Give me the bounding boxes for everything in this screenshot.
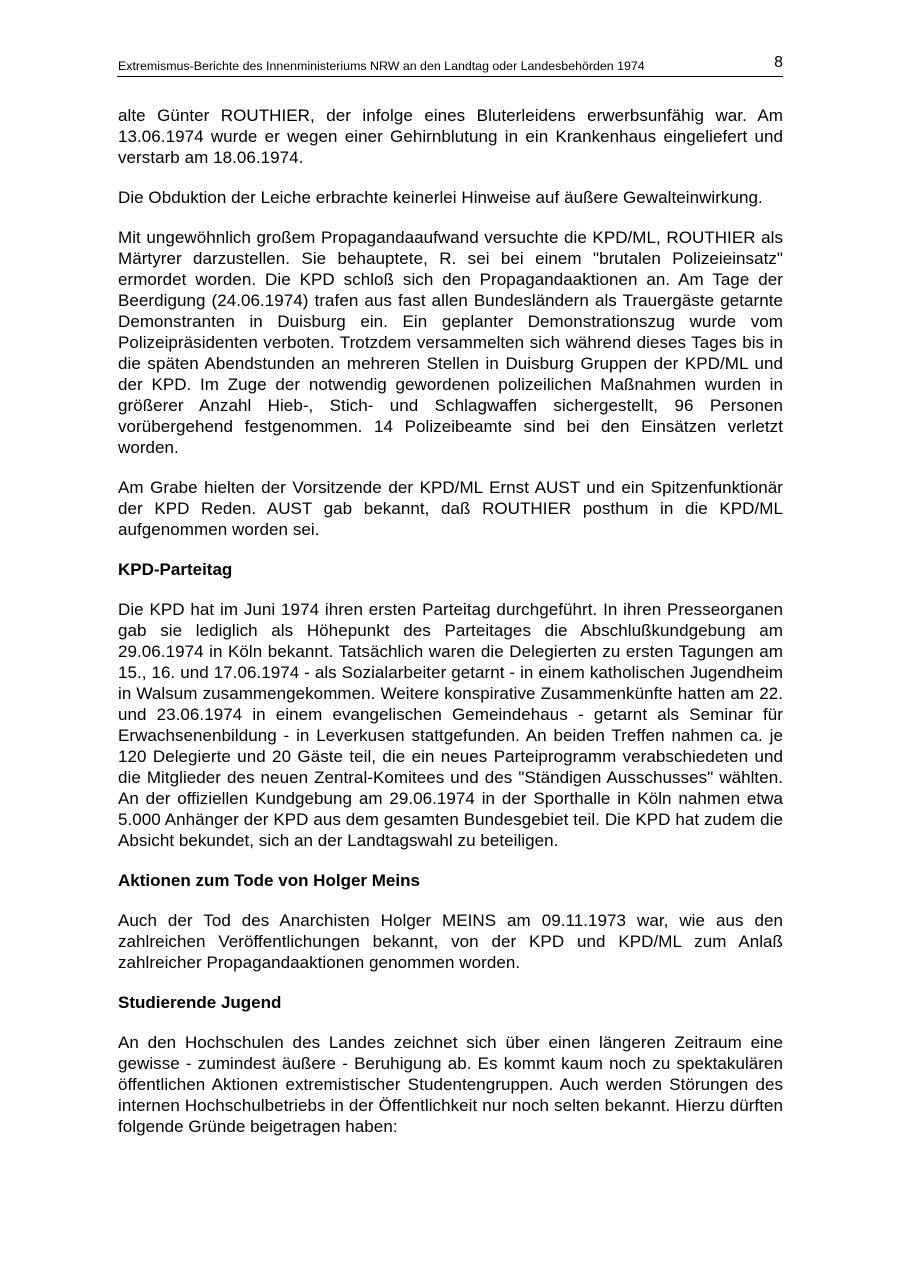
paragraph-propaganda: Mit ungewöhnlich großem Propagandaaufwand versuchte die KPD/ML, ROUTHIER als Märtyrer darzustellen. Sie behauptete, R. sei bei einem "brutalen Polizeieinsatz" ermordet worden. Die KPD schloß sich den Propagandaaktionen an. Am Tage der Beerdigung (24.06.1974) trafen aus fast allen Bundesländern als Trauergäste getarnte Demonstranten in Duisburg ein. Ein geplanter Demonstrationszug wurde vom Polizeipräsidenten verboten. Trotzdem versammelten sich während dieses Tages bis in die späten Abendstunden an mehreren Stellen in Duisburg Gruppen der KPD/ML und der KPD. Im Zuge der notwendig gewordenen polizeilichen Maßnahmen wurden in größerer Anzahl Hieb-, Stich- und Schlagwaffen sichergestellt, 96 Personen vorübergehend festgenommen. 14 Polizeibeamte sind bei den Einsätzen verletzt worden. [118,228,783,457]
heading-holger-meins: Aktionen zum Tode von Holger Meins [118,871,420,890]
paragraph-funeral-speeches: Am Grabe hielten der Vorsitzende der KPD/ML Ernst AUST und ein Spitzenfunktionär der KPD Reden. AUST gab bekannt, daß ROUTHIER posthum in die KPD/ML aufgenommen worden sei. [118,478,783,539]
page-header [117,52,783,77]
paragraph-routhier-death: alte Günter ROUTHIER, der infolge eines Bluterleidens erwerbsunfähig war. Am 13.06.1974 wurde er wegen einer Gehirnblutung in ein Krankenhaus eingeliefert und verstarb am 18.06.1974. [118,106,783,167]
paragraph-autopsy: Die Obduktion der Leiche erbrachte keinerlei Hinweise auf äußere Gewalteinwirkung. [118,188,763,207]
heading-kpd-parteitag: KPD-Parteitag [118,560,233,579]
page-number: 8 [774,54,783,71]
paragraph-holger-meins: Auch der Tod des Anarchisten Holger MEINS am 09.11.1973 war, wie aus den zahlreichen Veröffentlichungen bekannt, von der KPD und KPD/ML zum Anlaß zahlreicher Propagandaaktionen genommen worden. [118,911,783,972]
header-title: Extremismus-Berichte des Innenministeriums NRW an den Landtag oder Landesbehörden 1974 [118,59,645,73]
paragraph-parteitag: Die KPD hat im Juni 1974 ihren ersten Parteitag durchgeführt. In ihren Presseorganen gab sie lediglich als Höhepunkt des Parteitages die Abschlußkundgebung am 29.06.1974 in Köln bekannt. Tatsächlich waren die Delegierten zu ersten Tagungen am 15., 16. und 17.06.1974 - als Sozialarbeiter getarnt - in einem katholischen Jugendheim in Walsum zusammengekommen. Weitere konspirative Zusammenkünfte hatten am 22. und 23.06.1974 in einem evangelischen Gemeindehaus - getarnt als Seminar für Erwachsenenbildung - in Leverkusen stattgefunden. An beiden Treffen nahmen ca. je 120 Delegierte und 20 Gäste teil, die ein neues Parteiprogramm verabschiedeten und die Mitglieder des neuen Zentral-Komitees und des "Ständigen Ausschusses" wählten. An der offiziellen Kundgebung am 29.06.1974 in der Sporthalle in Köln nahmen etwa 5.000 Anhänger der KPD aus dem gesamten Bundesgebiet teil. Die KPD hat zudem die Absicht bekundet, sich an der Landtagswahl zu beteiligen. [118,600,783,850]
paragraph-hochschulen: An den Hochschulen des Landes zeichnet sich über einen längeren Zeitraum eine gewisse - zumindest äußere - Beruhigung ab. Es kommt kaum noch zu spektakulären öffentlichen Aktionen extremistischer Studentengruppen. Auch werden Störungen des internen Hochschulbetriebs in der Öffentlichkeit nur noch selten bekannt. Hierzu dürften folgende Gründe beigetragen haben: [118,1033,783,1136]
heading-studierende-jugend: Studierende Jugend [118,993,282,1012]
document-body [118,105,783,1156]
